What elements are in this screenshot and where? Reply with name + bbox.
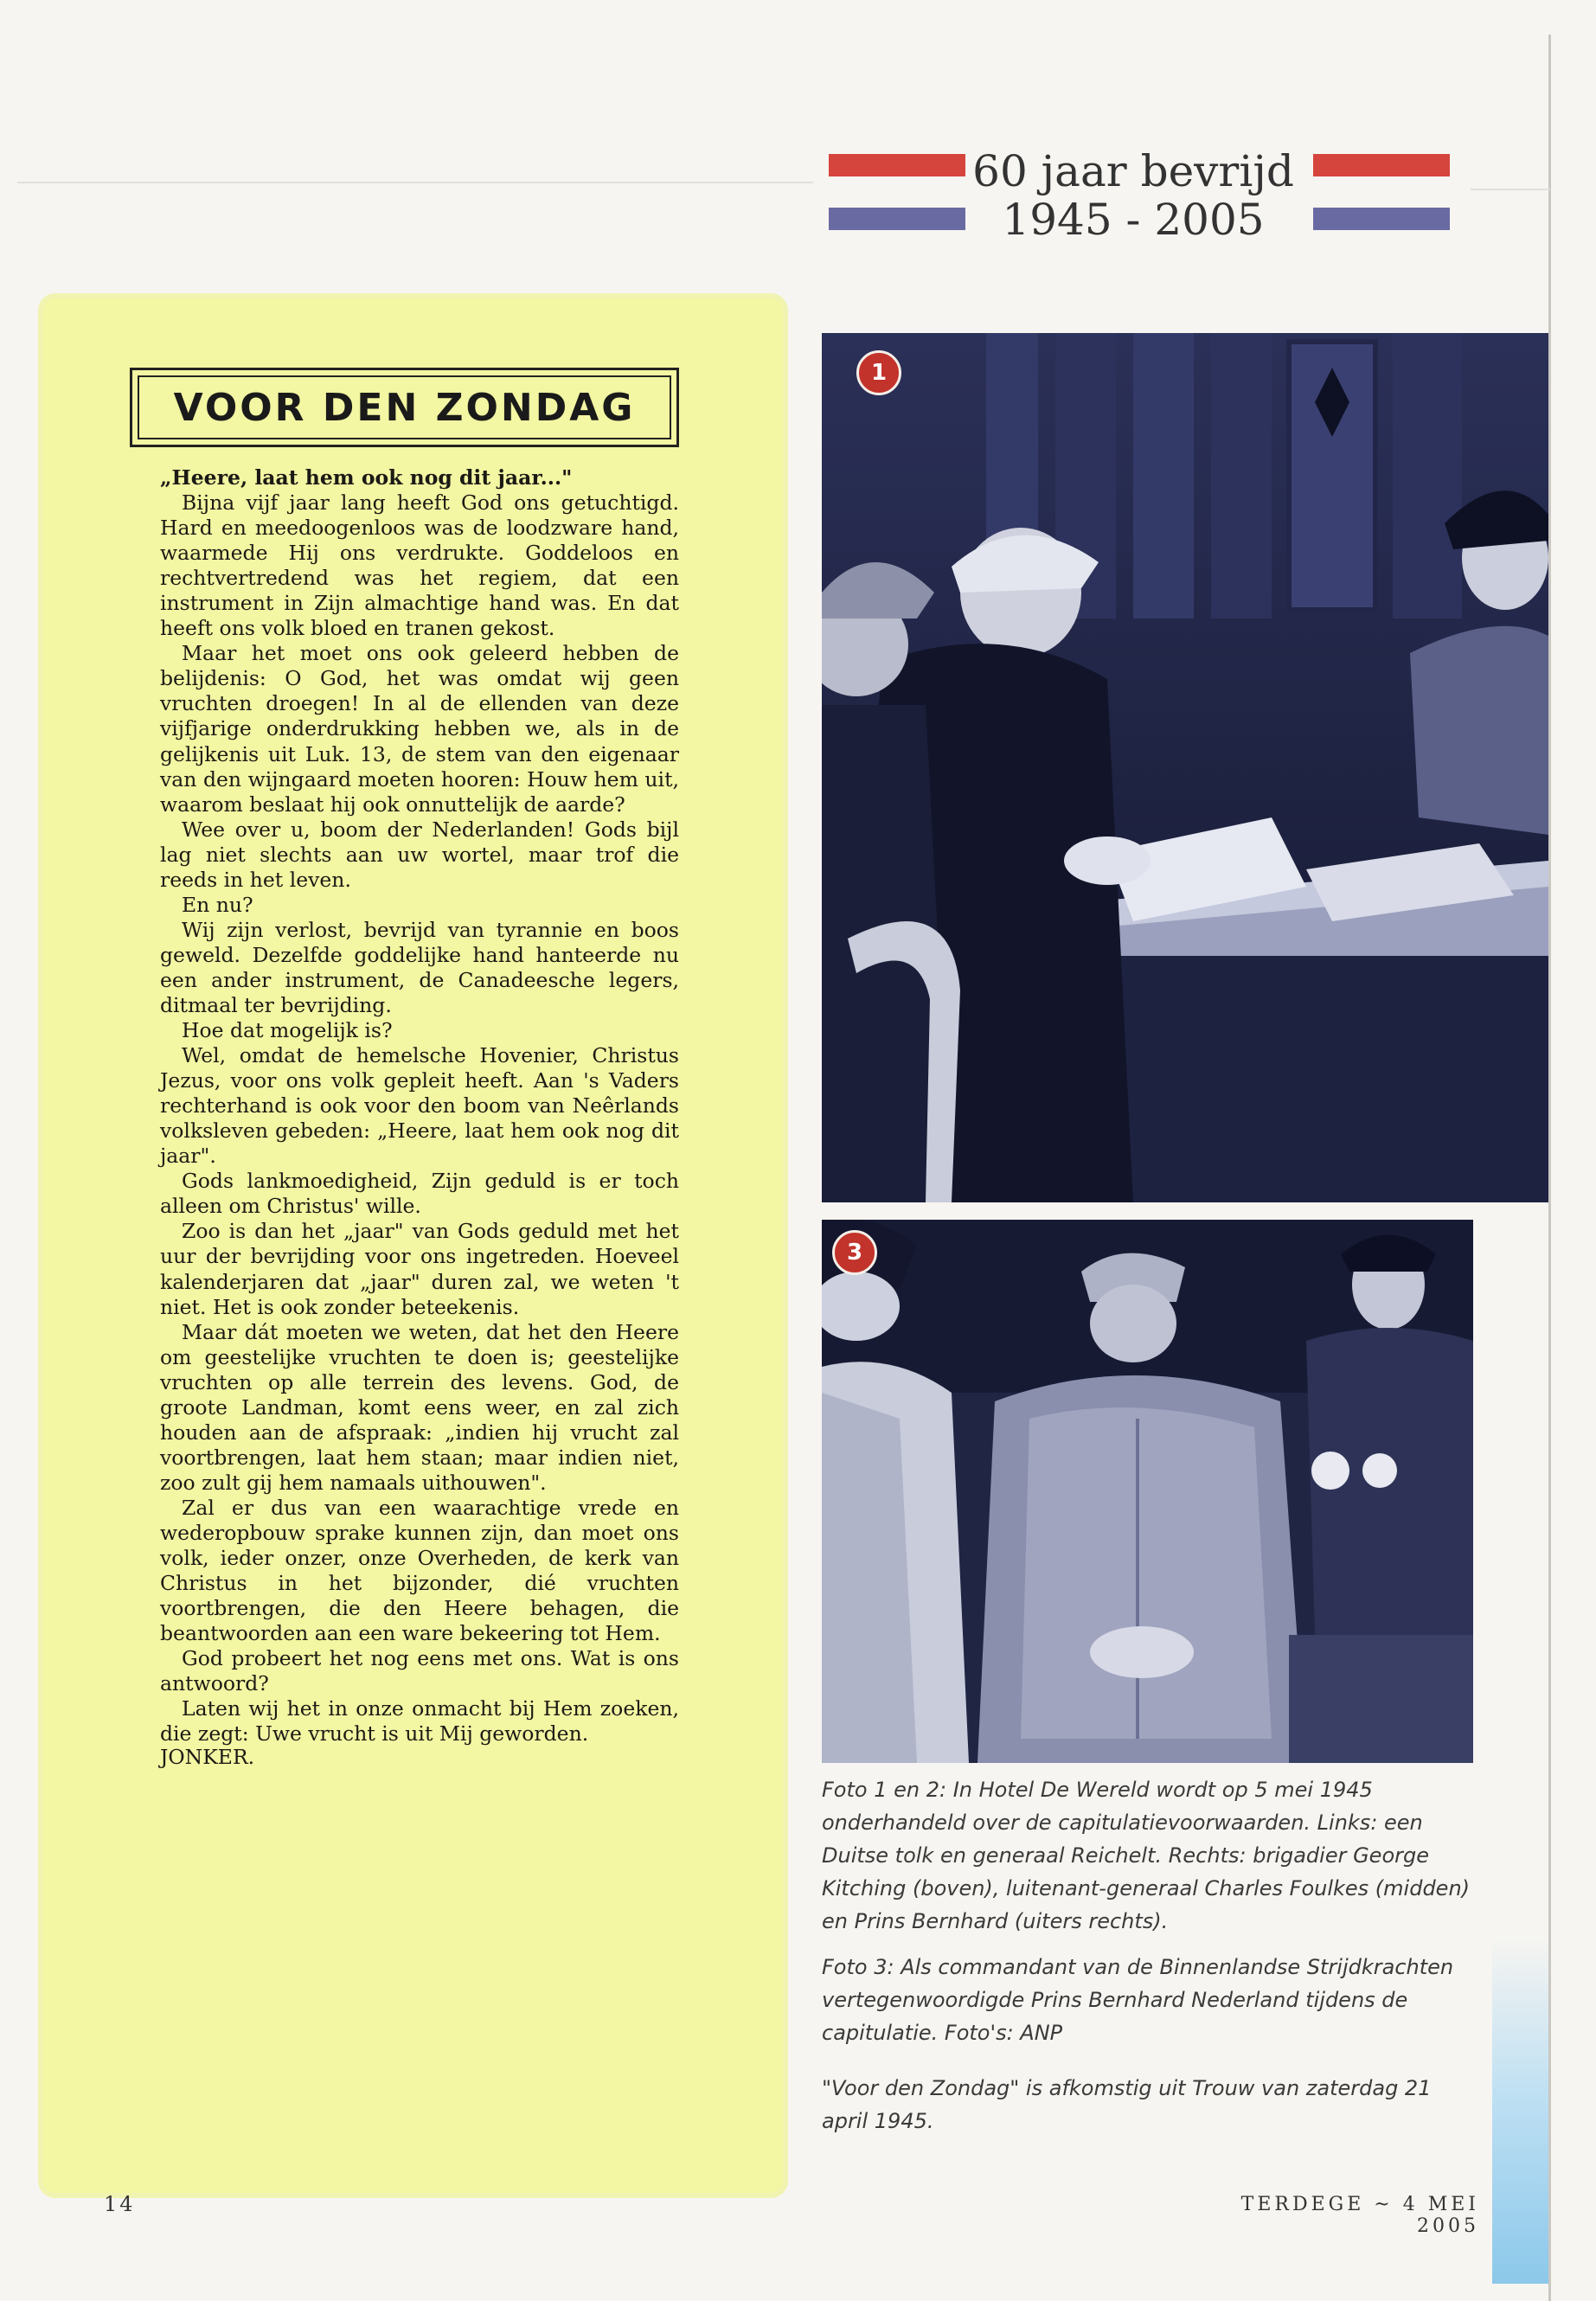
- photo-negotiations-image: [822, 333, 1548, 1202]
- photo-caption: Foto 1 en 2: In Hotel De Wereld wordt op 5 mei 1945 onderhandeld over de capitulatievoorwaarden. Links: een Duitse tolk en generaal Reichelt. Rechts: brigadier George Kitching (boven), luitenant-generaal Charles Foulkes (midden) en Prins Bernhard (uiters rechts).: [822, 1778, 1471, 1933]
- clipping-paragraph: Zal er dus van een waarachtige vrede en wederopbouw sprake kunnen zijn, dan moet ons volk, ieder onzer, onze Overheden, de kerk van Christus in het bijzonder, dié vruchten voortbrengen, die den Heere behagen, die beantwoorden aan een ware bekeering tot Hem.: [160, 1495, 679, 1646]
- top-rule-right: [1471, 189, 1550, 190]
- clipping-paragraph: Wee over u, boom der Nederlanden! Gods bijl lag niet slechts aan uw wortel, maar trof die reeds in het leven.: [160, 817, 679, 892]
- clipping-paragraph: Laten wij het in onze onmacht bij Hem zoeken, die zegt: Uwe vrucht is uit Mij geworden.: [160, 1696, 679, 1747]
- clipping-paragraph: Wel, omdat de hemelsche Hovenier, Christus Jezus, voor ons volk gepleit heeft. Aan 's Vaders rechterhand is ook voor den boom van Neêrlands volksleven gebeden: „Heere, laat hem ook nog dit jaar".: [160, 1043, 679, 1169]
- photo-capitulation: [822, 1220, 1473, 1763]
- flag-bar-blue-right: [1313, 208, 1450, 230]
- flag-bar-red-left: [829, 154, 965, 176]
- photo-number-badge: 3: [832, 1230, 877, 1275]
- clipping-title: VOOR DEN ZONDAG: [173, 385, 636, 430]
- clipping-paragraph: God probeert het nog eens met ons. Wat is ons antwoord?: [160, 1646, 679, 1696]
- clipping-paragraph: Zoo is dan het „jaar" van Gods geduld met het uur der bevrijding voor ons ingetreden. Hoeveel kalenderjaren dat „jaar" duren zal, we weten 't niet. Het is ook zonder beteekenis.: [160, 1219, 679, 1319]
- clipping-paragraph: Maar dát moeten we weten, dat het den Heere om geestelijke vruchten te doen is; geestelijke vruchten op alle terrein des levens. God, de groote Landman, komt eens weer, en zal zich houden aan de afspraak: „indien hij vrucht zal voortbrengen, laat hem staan; maar indien niet, zoo zult gij hem namaals uithouwen".: [160, 1319, 679, 1495]
- clipping-paragraph: Maar het moet ons ook geleerd hebben de belijdenis: O God, het was omdat wij geen vruchten droegen! In al de ellenden van deze vijfjarige onderdrukking hebben we, als in de gelijkenis uit Luk. 13, de stem van den eigenaar van den wijngaard moeten hooren: Houw hem uit, waarom beslaat hij ook onnuttelijk de aarde?: [160, 641, 679, 817]
- clipping-heading: „Heere, laat hem ook nog dit jaar...": [160, 465, 573, 490]
- top-rule: [17, 182, 813, 183]
- clipping-signature: JONKER.: [160, 1745, 255, 1770]
- flag-bar-blue-left: [829, 208, 965, 230]
- photo-capitulation-image: [822, 1220, 1473, 1763]
- page-edge: [1548, 35, 1551, 2301]
- clipping-paragraph: Hoe dat mogelijk is?: [182, 1018, 393, 1043]
- clipping-paragraph: Wij zijn verlost, bevrijd van tyrannie en boos geweld. Dezelfde goddelijke hand hanteerde nu een ander instrument, de Canadeesche legers, ditmaal ter bevrijding.: [160, 917, 679, 1017]
- publication-footer: TERDEGE ~ 4 MEI 2005: [1240, 2194, 1479, 2237]
- clipping-paragraph: En nu?: [182, 892, 253, 917]
- clipping-title-box: [130, 368, 679, 447]
- photo-number-badge: 1: [856, 350, 901, 395]
- flag-bar-red-right: [1313, 154, 1450, 176]
- side-color-strip: [1492, 1938, 1548, 2284]
- clipping-paragraph: Bijna vijf jaar lang heeft God ons getuchtigd. Hard en meedoogenloos was de loodzware hand, waarmede Hij ons verdrukte. Goddeloos en rechtvertredend was het regiem, dat een instrument in Zijn almachtige hand was. En dat heeft ons volk bloed en tranen gekost.: [160, 490, 679, 641]
- banner-years: 1945 - 2005: [1002, 195, 1265, 245]
- photo-caption-second: Foto 3: Als commandant van de Binnenlandse Strijdkrachten vertegenwoordigde Prins Bernhard Nederland tijdens de capitulatie. Foto's: ANP: [822, 1955, 1454, 2045]
- page-number: 14: [104, 2192, 136, 2216]
- banner-title: 60 jaar bevrijd: [972, 146, 1294, 196]
- clipping-paragraph: Gods lankmoedigheid, Zijn geduld is er toch alleen om Christus' wille.: [160, 1169, 679, 1219]
- photo-negotiations: [822, 333, 1548, 1202]
- source-note: "Voor den Zondag" is afkomstig uit Trouw van zaterdag 21 april 1945.: [822, 2076, 1432, 2133]
- clipping-body: [160, 465, 679, 1770]
